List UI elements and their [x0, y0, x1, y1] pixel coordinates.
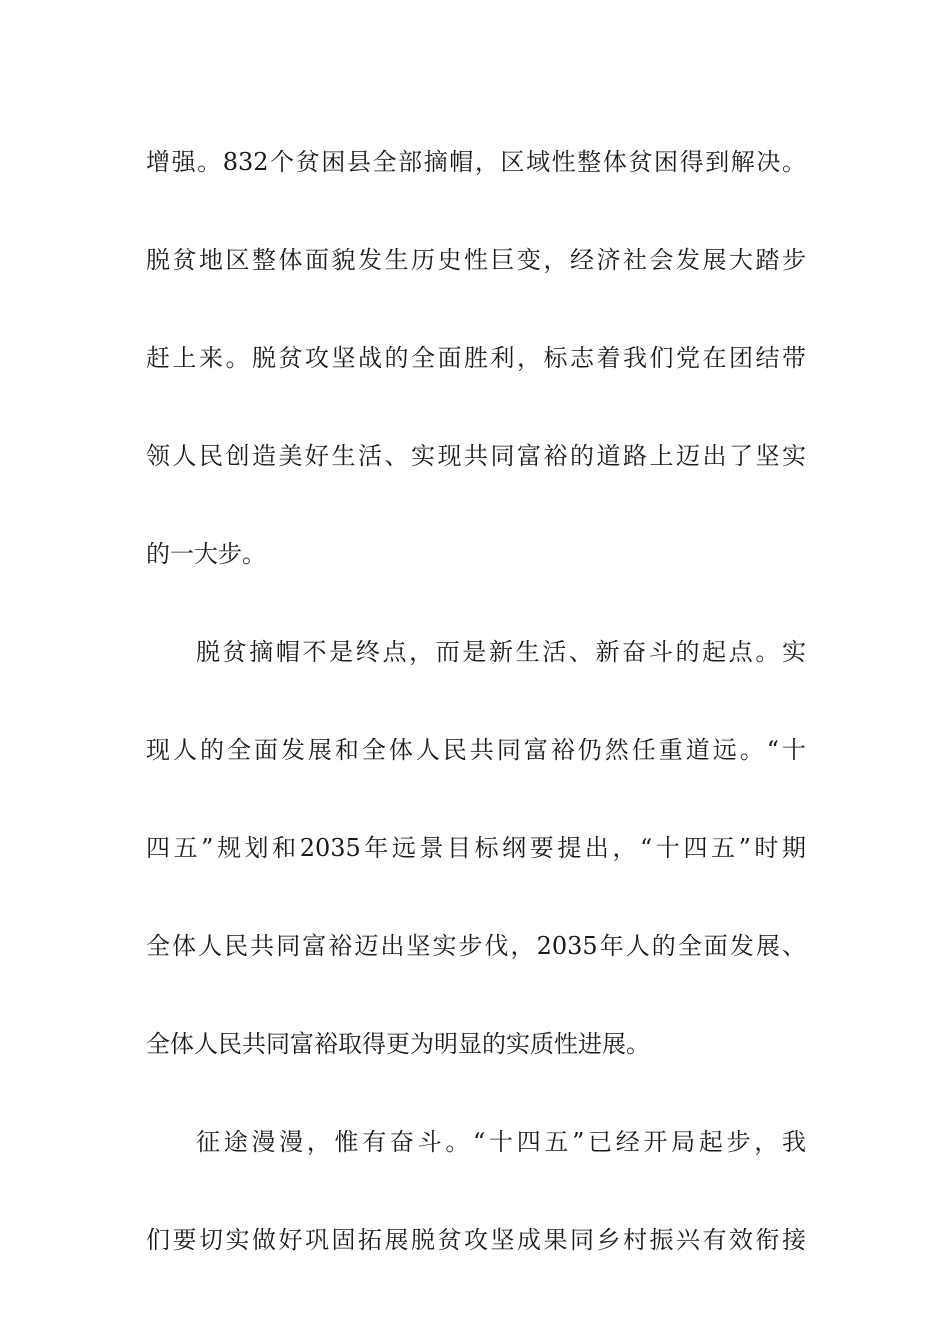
paragraph-line: 领人民创造美好生活、实现共同富裕的道路上迈出了坚实 — [146, 442, 806, 470]
paragraph-line: 的一大步。 — [146, 540, 266, 568]
paragraph-line: 脱贫摘帽不是终点，而是新生活、新奋斗的起点。实 — [196, 638, 806, 666]
paragraph-line: 赶上来。脱贫攻坚战的全面胜利，标志着我们党在团结带 — [146, 344, 806, 372]
paragraph-line: 们要切实做好巩固拓展脱贫攻坚成果同乡村振兴有效衔接 — [146, 1226, 806, 1254]
paragraph-line: 全体人民共同富裕迈出坚实步伐，2035年人的全面发展、 — [146, 932, 806, 960]
paragraph-line: 增强。832个贫困县全部摘帽，区域性整体贫困得到解决。 — [146, 148, 806, 176]
paragraph-line: 四五”规划和2035年远景目标纲要提出，“十四五”时期 — [146, 834, 806, 862]
paragraph-line: 现人的全面发展和全体人民共同富裕仍然任重道远。“十 — [146, 736, 806, 764]
paragraph-line: 脱贫地区整体面貌发生历史性巨变，经济社会发展大踏步 — [146, 246, 806, 274]
paragraph-line: 征途漫漫，惟有奋斗。“十四五”已经开局起步，我 — [196, 1128, 806, 1156]
paragraph-line: 全体人民共同富裕取得更为明显的实质性进展。 — [146, 1030, 650, 1058]
